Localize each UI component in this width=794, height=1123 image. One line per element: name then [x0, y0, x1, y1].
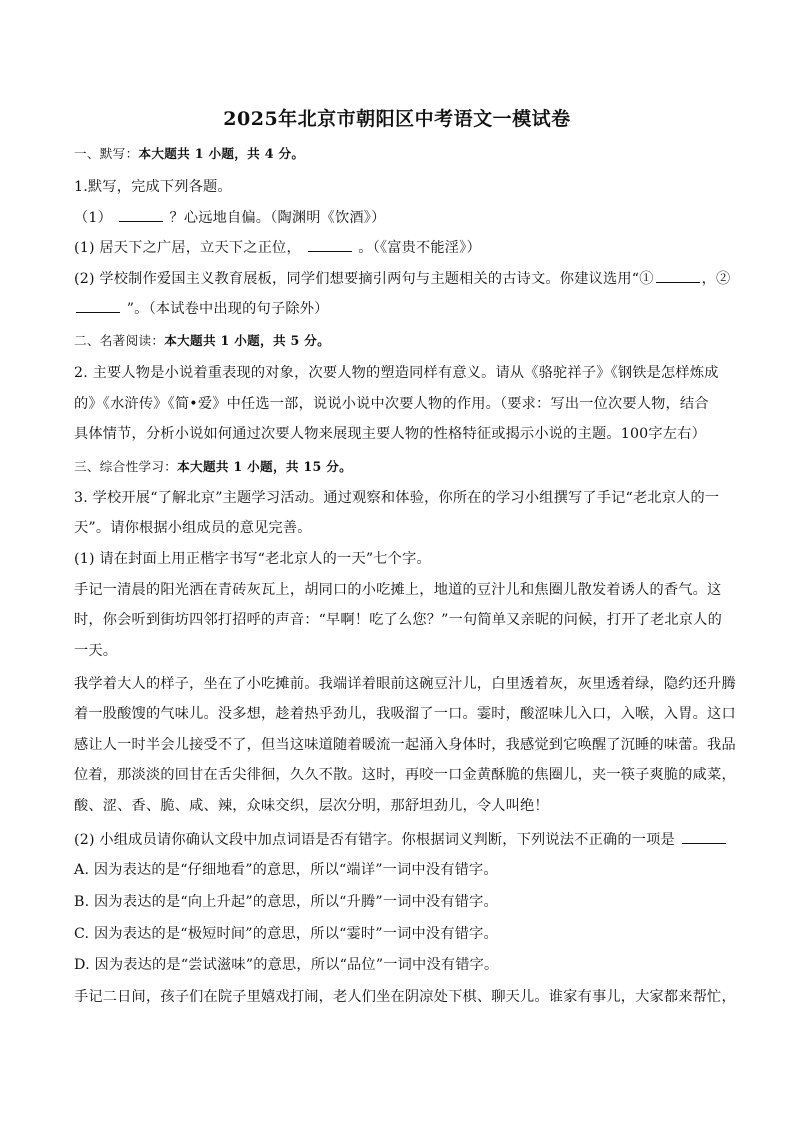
para2-line1: 我学着大人的样子，坐在了小吃摊前。我端详着眼前这碗豆汁儿，白里透着灰，灰里透着绿，隐约还升腾 — [74, 676, 736, 692]
q1-part2-pre: (1) 居天下之广居，立天下之正位， — [74, 240, 301, 256]
q1-stem: 1.默写，完成下列各题。 — [74, 179, 232, 195]
q2-line2: 的》《水浒传》《简•爱》中任选一部，说说小说中次要人物的作用。（要求：写出一位次要人物，结合 — [74, 396, 709, 412]
q3-sub2-text: (2) 小组成员请你确认文段中加点词语是否有错字。你根据词义判断，下列说法不正确的一项是 — [74, 832, 675, 848]
para2-line2: 着一股酸馊的气味儿。没多想，趁着热乎劲儿，我吸溜了一口。霎时，酸涩味儿入口，入喉，入胃。这口 — [74, 706, 736, 722]
section-1-desc: 本大题共 1 小题，共 4 分。 — [138, 146, 305, 161]
q1-part3-a: (2) 学校制作爱国主义教育展板，同学们想要摘引两句与主题相关的古诗文。你建议选用“① — [74, 271, 654, 287]
option-c: C. 因为表达的是“极短时间”的意思，所以“霎时”一词中没有错字。 — [74, 926, 498, 942]
para2-line5: 酸、涩、香、脆、咸、辣，众味交织，层次分明，那舒坦劲儿，令人叫绝！ — [74, 798, 549, 814]
q2-line1: 2. 主要人物是小说着重表现的对象，次要人物的塑造同样有意义。请从《骆驼祥子》《钢铁是怎样炼成 — [74, 365, 719, 381]
q1-part1-pre: （1） — [74, 210, 113, 226]
para2-line4: 位着，那淡淡的回甘在舌尖徘徊，久久不散。这时，再咬一口金黄酥脆的焦圈儿，夹一筷子爽脆的咸菜， — [74, 767, 736, 783]
section-3-heading — [74, 457, 724, 477]
option-a: A. 因为表达的是“仔细地看”的意思，所以“端详”一词中没有错字。 — [74, 862, 498, 878]
section-2-name: 二、名著阅读： — [74, 333, 165, 348]
note1-line3: 一天。 — [74, 643, 118, 659]
q1-part2 — [74, 237, 724, 258]
para2-line3: 感让人一时半会儿接受不了，但当这味道随着暖流一起涌入身体时，我感觉到它唤醒了沉睡的味蕾。我品 — [74, 737, 736, 753]
q1-part3-c: ”。（本试卷中出现的句子除外） — [126, 301, 329, 317]
option-d: D. 因为表达的是“尝试滋味”的意思，所以“品位”一词中没有错字。 — [74, 957, 499, 973]
note1-line1: 手记一清晨的阳光洒在青砖灰瓦上，胡同口的小吃摊上，地道的豆汁儿和焦圈儿散发着诱人的香气。这 — [74, 582, 722, 598]
exam-title: 2025年北京市朝阳区中考语文一模试卷 — [223, 108, 571, 130]
section-3-name: 三、综合性学习： — [74, 459, 178, 474]
q3-line1: 3. 学校开展“了解北京”主题学习活动。通过观察和体验，你所在的学习小组撰写了手记“老北京人的一 — [74, 490, 720, 506]
section-2-desc: 本大题共 1 小题，共 5 分。 — [164, 333, 331, 348]
answer-blank[interactable] — [119, 207, 163, 222]
section-1-name: 一、默写： — [74, 146, 139, 161]
q1-part1 — [74, 207, 724, 228]
answer-blank[interactable] — [656, 268, 700, 283]
q1-part3-b: ，② — [701, 271, 731, 287]
q1-part2-post: 。（《富贵不能淫》） — [358, 240, 481, 256]
note2-line1: 手记二日间，孩子们在院子里嬉戏打闹，老人们坐在阴凉处下棋、聊天儿。谁家有事儿，大家都来帮忙， — [74, 989, 736, 1005]
option-b: B. 因为表达的是“向上升起”的意思，所以“升腾”一词中没有错字。 — [74, 894, 498, 910]
q2-line3: 具体情节，分析小说如何通过次要人物来展现主要人物的性格特征或揭示小说的主题。100字左右） — [74, 426, 706, 442]
q1-part1-post: ？心远地自偏。（陶渊明《饮酒》） — [169, 210, 386, 226]
section-2-heading — [74, 331, 724, 351]
answer-blank[interactable] — [76, 298, 120, 313]
q3-sub2 — [74, 829, 724, 850]
q1-part3-line2 — [74, 298, 724, 319]
note1-line2: 时，你会听到街坊四邻打招呼的声音：“早啊！吃了么您？”一句简单又亲昵的问候，打开了老北京人的 — [74, 612, 722, 628]
q3-line2: 天”。请你根据小组成员的意见完善。 — [74, 520, 312, 536]
section-1-heading — [74, 144, 724, 164]
answer-blank[interactable] — [682, 829, 726, 844]
q3-sub1: (1) 请在封面上用正楷字书写“老北京人的一天”七个字。 — [74, 551, 431, 567]
q1-part3-line1 — [74, 268, 731, 289]
section-3-desc: 本大题共 1 小题，共 15 分。 — [177, 459, 353, 474]
answer-blank[interactable] — [308, 237, 352, 252]
